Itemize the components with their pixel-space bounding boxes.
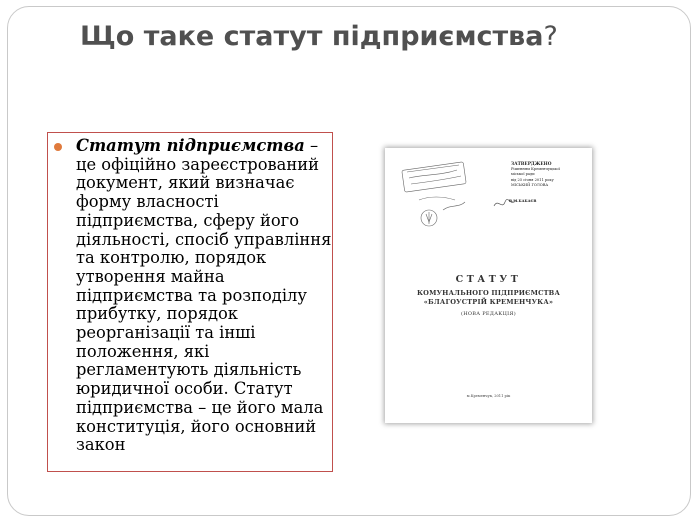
slide-title — [80, 21, 558, 52]
document-footer: м.Кременчук, 2011 рік — [466, 394, 511, 398]
definition-box — [47, 132, 333, 472]
approval-line: міської ради — [511, 172, 535, 177]
registration-stamp-icon — [399, 160, 479, 232]
approval-block — [511, 162, 560, 188]
title-question-mark: ? — [543, 21, 558, 52]
bullet-icon — [54, 143, 62, 151]
document-edition: (НОВА РЕДАКЦІЯ) — [460, 311, 517, 317]
approval-line: від 25 січня 2011 року — [511, 177, 554, 182]
signer-name: В.М.БАБАЄВ — [509, 199, 537, 203]
document-enterprise-name: «БЛАГОУСТРІЙ КРЕМЕНЧУКА» — [423, 298, 554, 306]
charter-document-image — [385, 148, 592, 423]
document-subtitle: КОМУНАЛЬНОГО ПІДПРИЄМСТВА — [416, 289, 561, 297]
definition-paragraph — [76, 137, 332, 455]
title-text: Що таке статут підприємства — [80, 21, 544, 52]
document-title: СТАТУТ — [455, 274, 522, 285]
approval-line: Рішенням Кременчуцької — [511, 167, 560, 172]
approval-line: МІСЬКИЙ ГОЛОВА — [511, 182, 549, 187]
approval-line: ЗАТВЕРДЖЕНО — [511, 162, 552, 167]
definition-term: Статут підприємства — [76, 136, 305, 155]
definition-body: – це офіційно зареєстрований документ, який визначає форму власності підприємства, сферу його діяльності, спосіб управління та контролю, порядок утворення майна підприємства та розподілу прибутку, порядок реорганізації та інші положення, які регламентують діяльність юридичної особи. Статут підприємства – це його мала конституція, його основний закон — [76, 136, 332, 455]
